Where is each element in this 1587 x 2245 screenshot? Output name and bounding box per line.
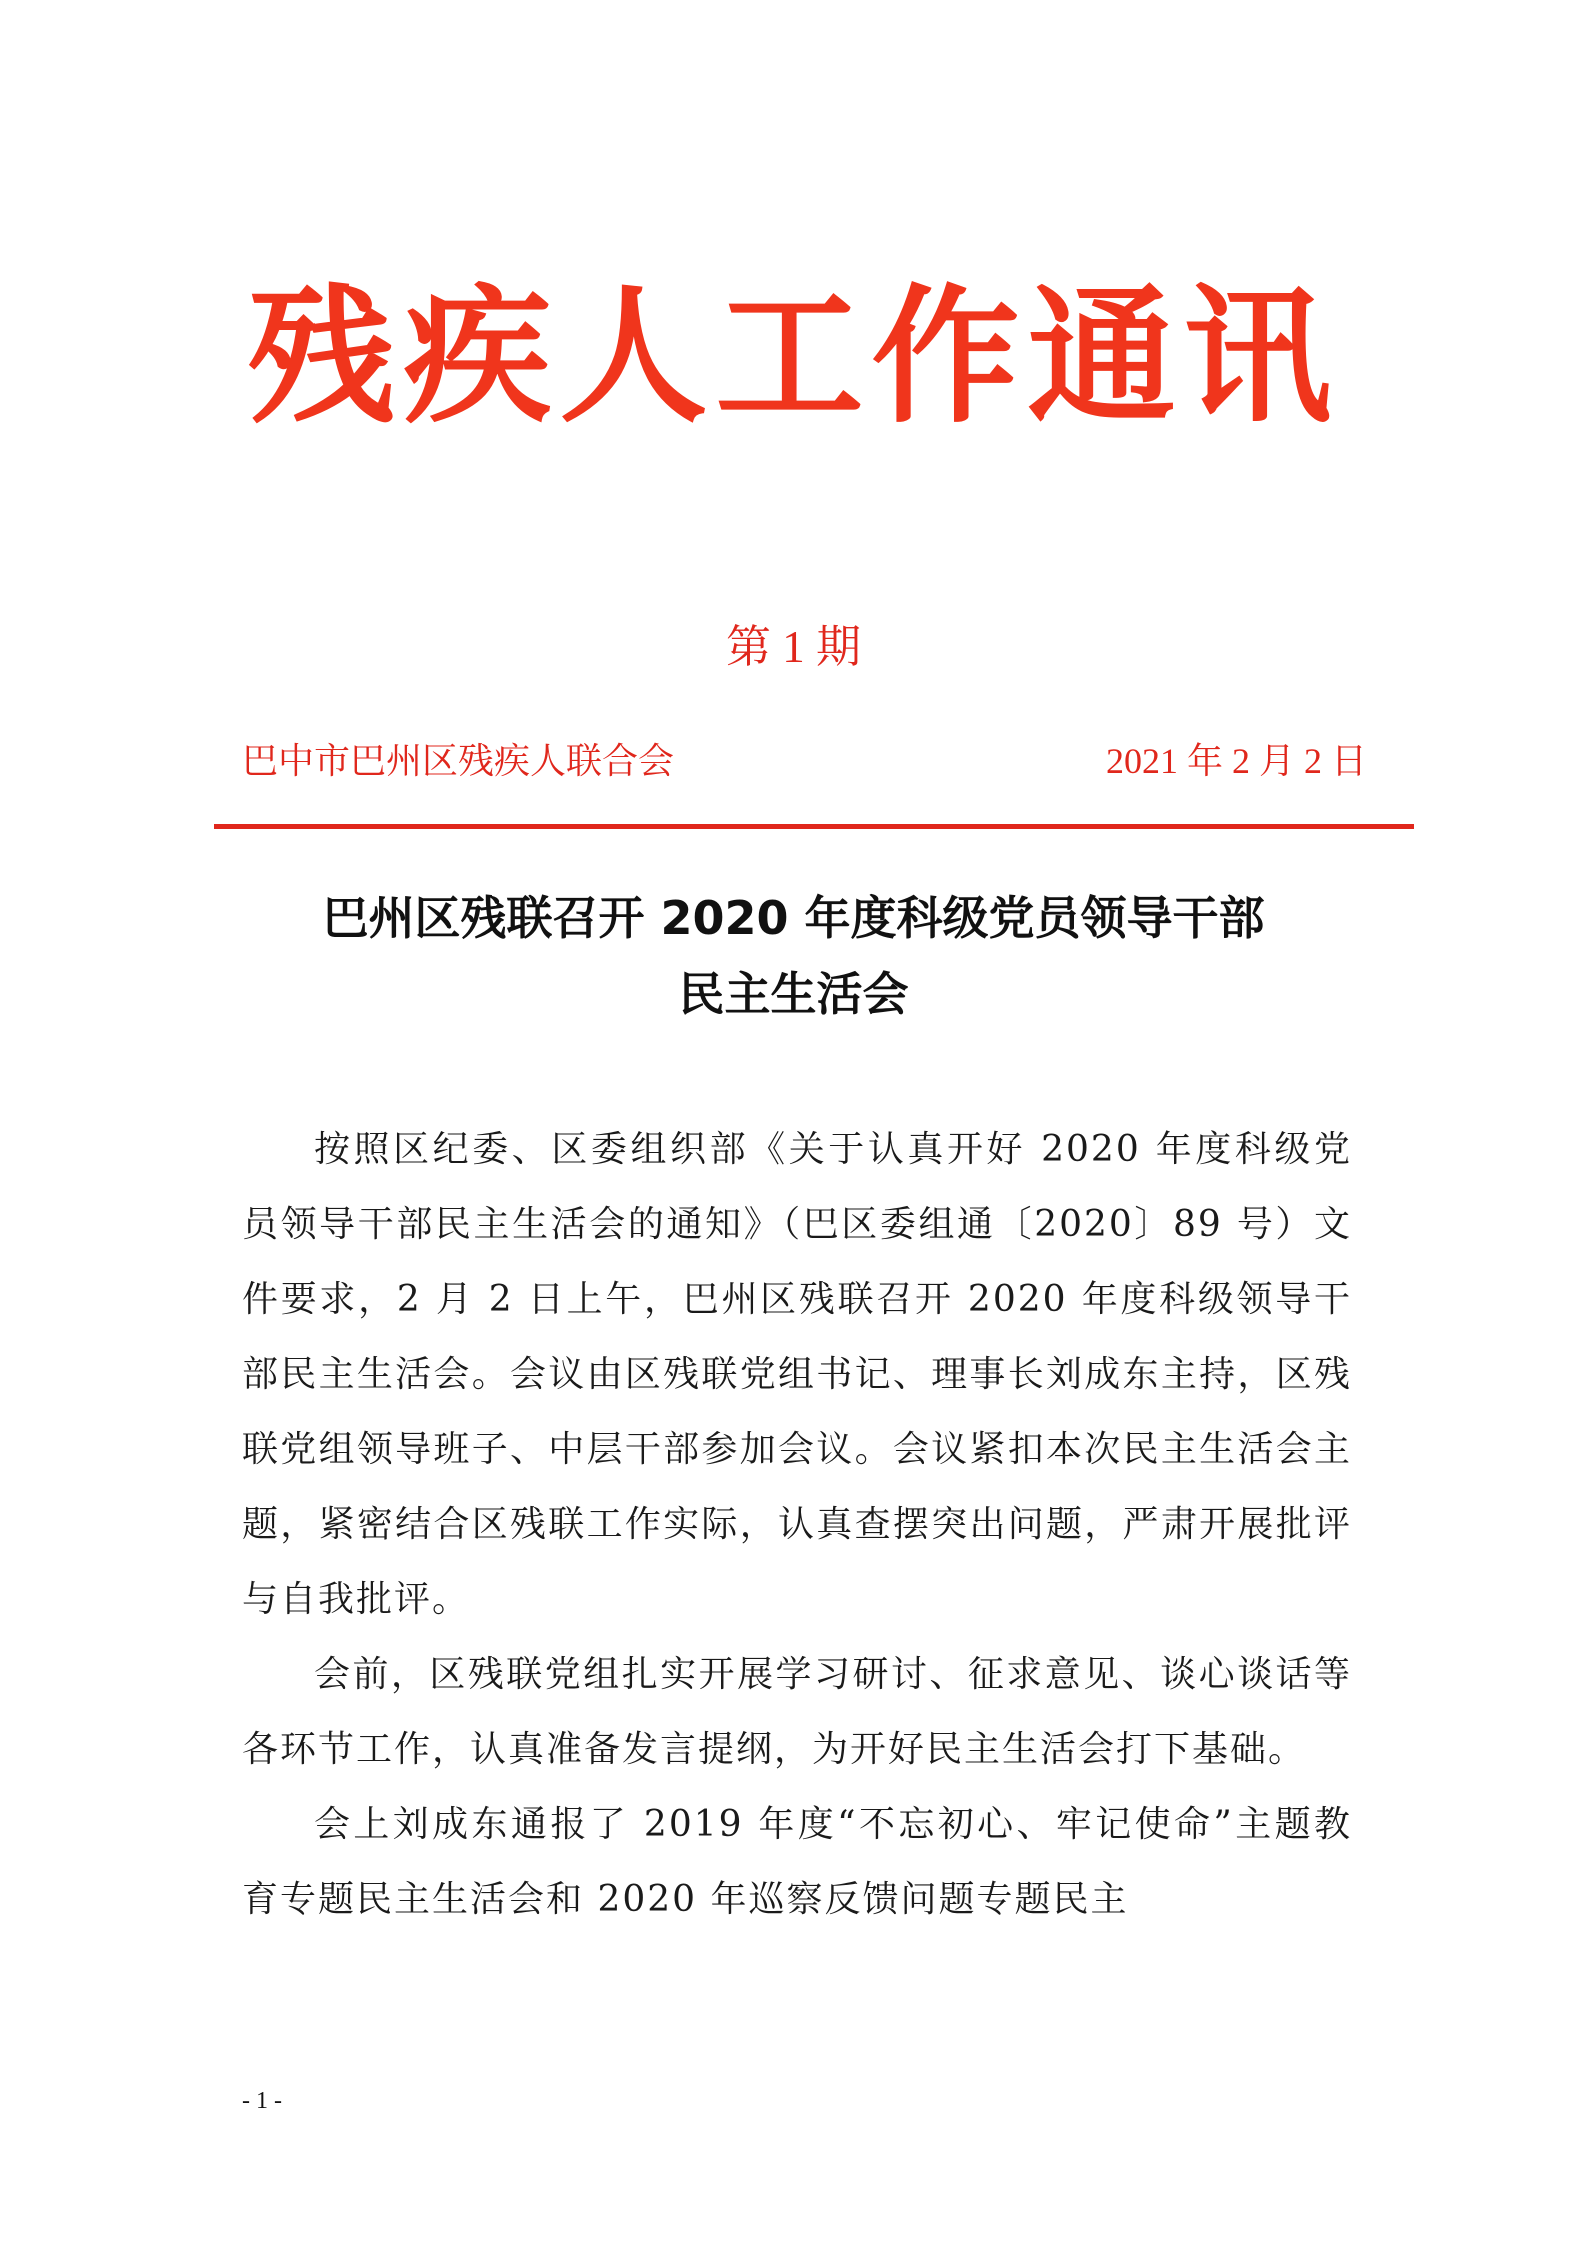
article-title-line-1: 巴州区残联召开 2020 年度科级党员领导干部 <box>322 891 1265 945</box>
header-divider <box>214 824 1414 829</box>
article-paragraph-3: 会上刘成东通报了 2019 年度“不忘初心、牢记使命”主题教育专题民主生活会和 2020 年巡察反馈问题专题民主 <box>242 1804 1352 1920</box>
page-number: - 1 - <box>242 2088 282 2114</box>
publication-date: 2021 年 2 月 2 日 <box>1105 741 1367 781</box>
organization-name: 巴中市巴州区残疾人联合会 <box>242 741 675 781</box>
publication-meta <box>242 733 1367 793</box>
masthead-title: 残疾人工作通讯 <box>247 269 1340 443</box>
article-paragraph-1: 按照区纪委、区委组织部《关于认真开好 2020 年度科级党员领导干部民主生活会的通知》（巴区委组通〔2020〕89 号）文件要求，2 月 2 日上午，巴州区残联召开 2020 年度科级领导干部民主生活会。会议由区残联党组书记、理事长刘成东主持，区残联党组领导班子、中层干部参加会议。会议紧扣本次民主生活会主题，紧密结合区残联工作实际，认真查摆突出问题，严肃开展批评与自我批评。 <box>242 1129 1352 1620</box>
issue-number: 第 1 期 <box>725 622 861 672</box>
article-body <box>242 1112 1352 1937</box>
article-title <box>200 880 1387 1032</box>
article-title-line-2: 民主生活会 <box>678 967 909 1021</box>
article-paragraph-2: 会前，区残联党组扎实开展学习研讨、征求意见、谈心谈话等各环节工作，认真准备发言提纲，为开好民主生活会打下基础。 <box>242 1654 1352 1770</box>
